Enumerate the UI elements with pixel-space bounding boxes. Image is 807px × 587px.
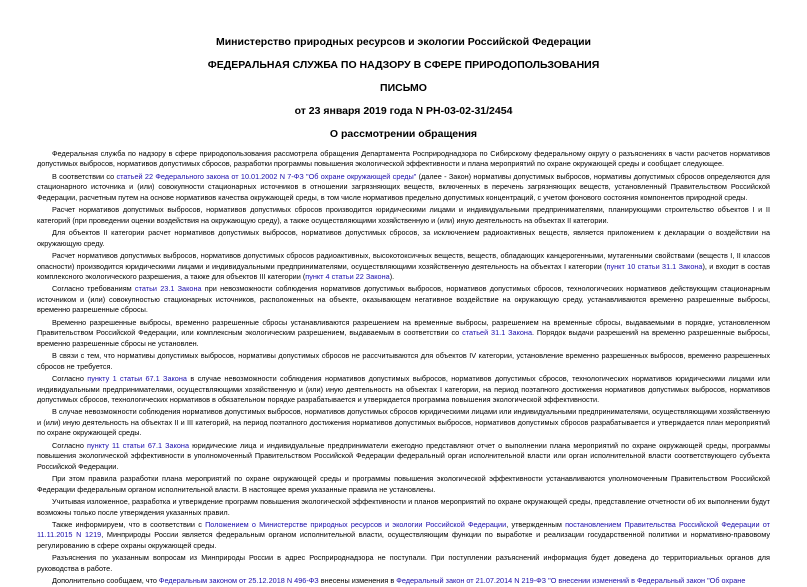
paragraph-text: Также информируем, что в соответствии с [52,519,206,529]
body-paragraph [37,497,770,518]
body-paragraph [37,520,770,551]
body-paragraph [37,228,770,249]
paragraph-text: (далее - Закон) нормативы допустимых выбросов, нормативы допустимых сбросов определяются для стационарного источника и (или) совокупности стационарных источников в отношении загрязняющих веществ, включенных в перечень загрязняющих веществ, установленный Правительством Российской Федерации, расчетным путем на основе нормативов качества окружающей среды, в том числе нормативов предельно допустимых концентраций, с учетом фонового состояния компонентов природной среды. [37,171,770,202]
paragraph-text: Расчет нормативов допустимых выбросов, нормативов допустимых сбросов радиоактивных, высокотоксичных веществ, веществ, обладающих канцерогенными, мутагенными свойствами (веществ I, II классов опасности) производится юридическими лицами и индивидуальными предпринимателями, осуществляющими хозяйственную деятельность на объектах I категории ( [37,251,770,271]
body-paragraph [37,351,770,372]
paragraph-text: внесены изменения в [318,576,397,586]
paragraph-text: Расчет нормативов допустимых выбросов, нормативов допустимых сбросов производится юридическими лицами и индивидуальными предпринимателями, планирующими строительство объектов I и II категорий (при проведении оценки воздействия на окружающую среду), а также осуществляющими хозяйственную и (или) иную деятельность на объектах II категории. [37,205,770,225]
legal-reference-link[interactable]: статьи 23.1 Закона [134,284,202,294]
paragraph-text: юридические лица и индивидуальные предприниматели ежегодно представляют отчет о выполнении плана мероприятий по охране окружающей среды, программы повышения экологической эффективности в уполномоченный Правительством Российской Федерации федеральный орган исполнительной власти или орган исполнительной власти соответствующего субъекта Российской Федерации. [37,440,771,471]
paragraph-text: В связи с тем, что нормативы допустимых выбросов, нормативы допустимых сбросов не рассчитываются для объектов IV категории, установление временно разрешенных выбросов, временно разрешенных сбросов не требуется. [37,351,770,371]
body-paragraph [37,149,770,170]
body-paragraph [37,284,770,315]
legal-reference-link[interactable]: статьей 31.1 Закона [462,328,533,338]
paragraph-text: Для объектов II категории расчет нормативов допустимых выбросов, нормативов допустимых сбросов, за исключением радиоактивных веществ, является приложением к декларации о воздействии на окружающую среду. [37,228,770,248]
document-body [37,149,770,587]
paragraph-text: Федеральная служба по надзору в сфере природопользования рассмотрела обращения Департамента Росприроднадзора по Сибирскому федеральному округу о разъяснениях в части расчетов нормативов допустимых выбросов, нормативов допустимых сбросов, разработки программы повышения экологической эффективности и плана мероприятий по охране окружающей среды и сообщает следующее. [37,149,770,169]
body-paragraph [37,251,770,282]
paragraph-text: , утвержденным [506,519,566,529]
paragraph-text: Разъяснения по указанным вопросам из Минприроды России в адрес Росприроднадзора не поступали. При поступлении разъяснений информация будет доведена до территориальных органов для руководства в работе. [37,553,770,573]
body-paragraph [37,205,770,226]
body-paragraph [37,474,770,495]
paragraph-text: ), и входит в состав комплексного экологического разрешения, а также для объектов III категории ( [37,261,770,281]
legal-reference-link[interactable]: Федеральный закон от 21.07.2014 N 219-ФЗ "О внесении изменений в Федеральный закон "Об охране [396,576,746,586]
paragraph-text: ). [389,271,395,281]
legal-reference-link[interactable]: пункту 11 статьи 67.1 Закона [86,440,190,450]
paragraph-text: Временно разрешенные выбросы, временно разрешенные сбросы устанавливаются разрешением на временные выбросы, разрешением на временные сбросы, выдаваемыми в порядке, установленном Правительством Российской Федерации, или комплексным экологическим разрешением, выдаваемым в соответствии со [37,317,770,338]
paragraph-text: в случае невозможности соблюдения нормативов допустимых выбросов, нормативов допустимых сбросов, технологических нормативов юридическими лицами или индивидуальными предпринимателями, осуществляющими хозяйственную и (или) иную деятельность на объектах I категории, на период поэтапного достижения нормативов допустимых выбросов, нормативов допустимых сбросов, технологических нормативов в обязательном порядке разрабатывается и утверждается программа повышения экологической эффективности. [37,374,770,404]
ministry-heading: Министерство природных ресурсов и экологии Российской Федерации [215,36,592,48]
legal-reference-link[interactable]: пункт 4 статьи 22 Закона [305,271,390,281]
legal-reference-link[interactable]: Положением о Министерстве природных ресурсов и экологии Российской Федерации [205,519,507,529]
body-paragraph [37,318,770,349]
legal-reference-link[interactable]: постановлением Правительства Российской Федерации от 11.11.2015 N 1219 [37,519,771,540]
document-type: ПИСЬМО [380,82,427,94]
paragraph-text: Дополнительно сообщаем, что [52,576,159,586]
service-heading: ФЕДЕРАЛЬНАЯ СЛУЖБА ПО НАДЗОРУ В СФЕРЕ ПРИРОДОПОЛЬЗОВАНИЯ [207,59,600,71]
paragraph-text: Согласно [52,374,88,384]
body-paragraph [37,407,770,438]
body-paragraph [37,441,770,472]
paragraph-text: при невозможности соблюдения нормативов допустимых выбросов, нормативов допустимых сбросов, технологических нормативов действующим стационарным источником и (или) совокупностью стационарных источников, расположенных на объекте, оказывающем негативное воздействие на окружающую среду, устанавливаются временно разрешенные выбросы, временно разрешенные сбросы. [37,284,770,315]
paragraph-text: . Порядок выдачи разрешений на временно разрешенные выбросы, временно разрешенные сбросы не установлен. [37,328,771,348]
paragraph-text: Согласно [52,440,87,450]
body-paragraph [37,172,770,203]
legal-reference-link[interactable]: пункт 10 статьи 31.1 Закона [606,261,703,271]
document-date-number: от 23 января 2019 года N РН-03-02-31/2454 [294,105,513,117]
paragraph-text: Согласно требованиям [52,284,135,294]
legal-reference-link[interactable]: Федеральным законом от 25.12.2018 N 496-ФЗ [158,576,319,586]
body-paragraph [37,553,770,574]
legal-reference-link[interactable]: пункту 1 статьи 67.1 Закона [87,374,187,384]
document-subject: О рассмотрении обращения [329,128,478,140]
legal-reference-link[interactable]: статьей 22 Федерального закона от 10.01.2002 N 7-ФЗ "Об охране окружающей среды" [116,171,417,181]
paragraph-text: При этом правила разработки плана мероприятий по охране окружающей среды и программы повышения экологической эффективности устанавливаются уполномоченным Правительством Российской Федерации федеральным органом исполнительной власти. В настоящее время указанные правила не установлены. [37,474,770,494]
paragraph-text: В соответствии со [52,171,117,181]
paragraph-text: В случае невозможности соблюдения нормативов допустимых выбросов, нормативов допустимых сбросов юридическими лицами или индивидуальными предпринимателями, осуществляющими хозяйственную и (или) иную деятельность на объектах II и III категорий, на период поэтапного достижения нормативов допустимых выбросов, нормативов допустимых сбросов разрабатывается и утверждается план мероприятий по охране окружающей среды. [37,407,770,438]
body-paragraph [37,576,770,586]
body-paragraph [37,374,770,405]
paragraph-text: , Минприроды России является федеральным органом исполнительной власти, осуществляющим функции по выработке и реализации государственной политики и нормативно-правовому регулированию в сфере охраны окружающей среды. [37,530,770,550]
paragraph-text: Учитывая изложенное, разработка и утверждение программ повышения экологической эффективности и планов мероприятий по охране окружающей среды, представление отчетности об их выполнении будут возможны только после утверждения указанных правил. [37,497,770,517]
